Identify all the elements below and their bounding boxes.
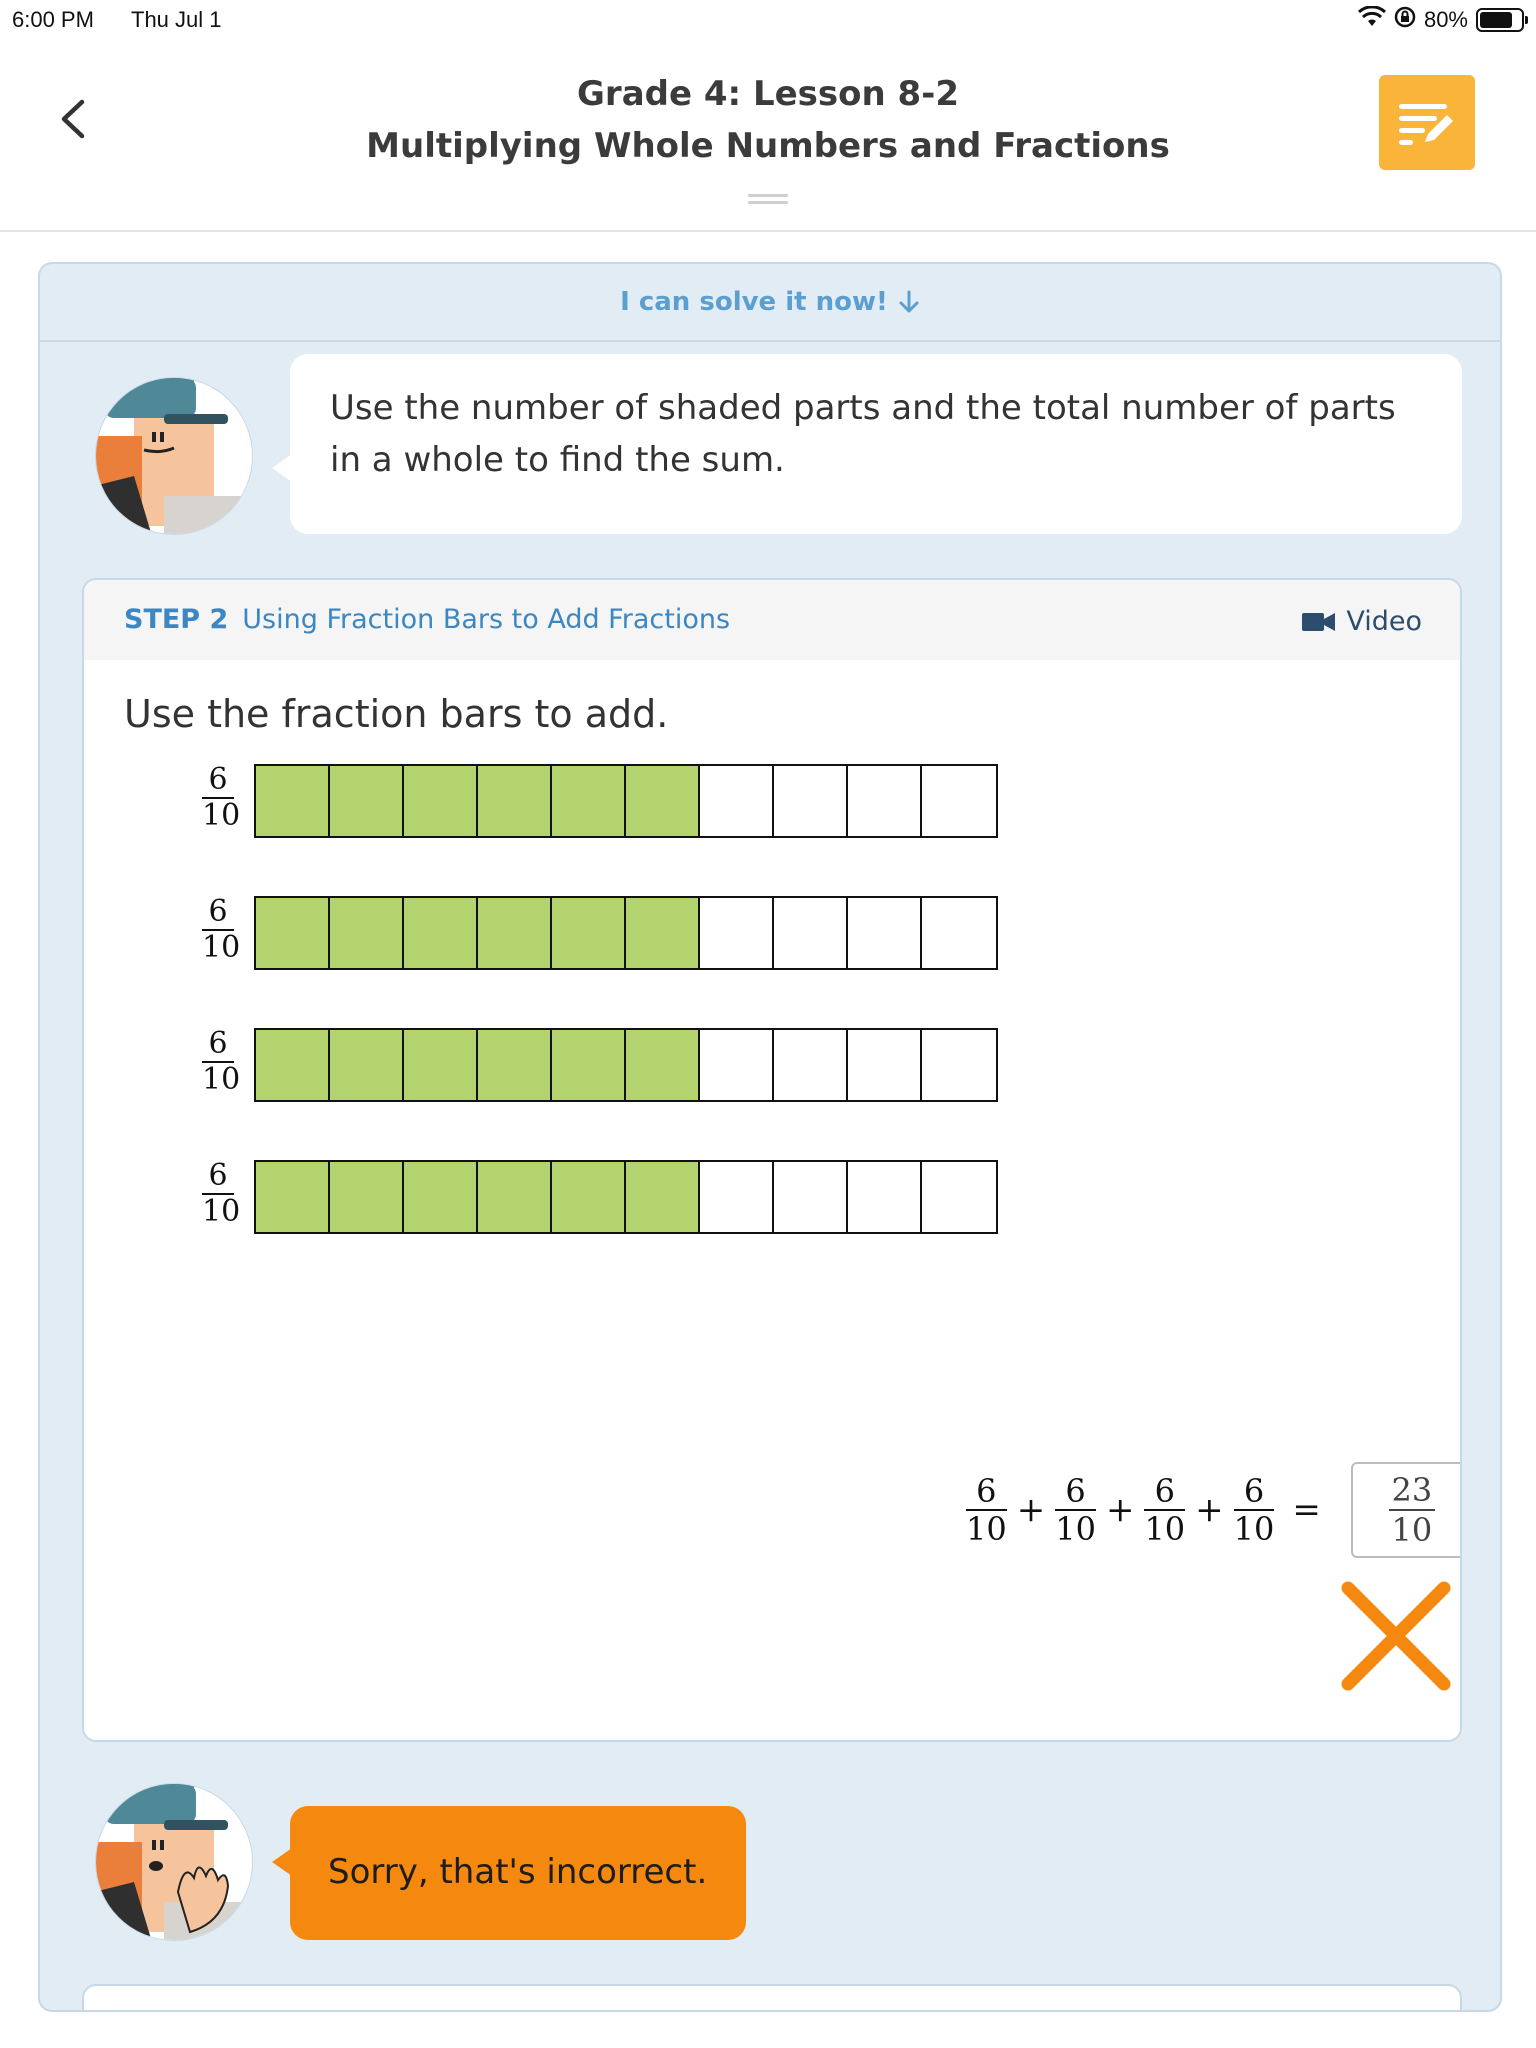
shaded-part bbox=[404, 1162, 478, 1232]
video-label: Video bbox=[1346, 606, 1422, 637]
feedback-text: Sorry, that's incorrect. bbox=[328, 1852, 708, 1892]
unshaded-part bbox=[922, 766, 996, 836]
shaded-part bbox=[330, 1162, 404, 1232]
hint-bubble bbox=[290, 354, 1462, 534]
unshaded-part bbox=[774, 1030, 848, 1100]
step-card bbox=[82, 578, 1462, 1742]
drag-handle[interactable] bbox=[748, 194, 788, 206]
instruction-text: Use the fraction bars to add. bbox=[124, 692, 669, 736]
shaded-part bbox=[552, 1030, 626, 1100]
feedback-bubble bbox=[290, 1806, 746, 1940]
shaded-part bbox=[626, 766, 700, 836]
fraction-bar bbox=[254, 1028, 998, 1102]
equation-numerator: 6 bbox=[966, 1473, 1007, 1511]
fraction-denominator: 10 bbox=[202, 798, 241, 833]
fraction-label bbox=[202, 762, 241, 833]
shaded-part bbox=[256, 766, 330, 836]
equation-denominator: 10 bbox=[1144, 1510, 1186, 1548]
fraction-numerator: 6 bbox=[202, 896, 234, 931]
fraction-numerator: 6 bbox=[202, 1160, 234, 1195]
shaded-part bbox=[330, 766, 404, 836]
shaded-part bbox=[478, 1030, 552, 1100]
practice-panel bbox=[38, 262, 1502, 2012]
shaded-part bbox=[478, 1162, 552, 1232]
fraction-bar-row bbox=[84, 896, 1084, 972]
notes-button[interactable] bbox=[1379, 75, 1475, 170]
unshaded-part bbox=[848, 898, 922, 968]
x-mark-icon bbox=[1338, 1578, 1454, 1694]
unshaded-part bbox=[700, 766, 774, 836]
equation-term bbox=[1144, 1473, 1185, 1547]
shaded-part bbox=[626, 898, 700, 968]
plus-sign: + bbox=[1016, 1490, 1046, 1530]
fraction-denominator: 10 bbox=[202, 1062, 241, 1097]
orientation-lock-icon bbox=[1394, 6, 1416, 34]
unshaded-part bbox=[700, 898, 774, 968]
shaded-part bbox=[330, 1030, 404, 1100]
fraction-numerator: 6 bbox=[202, 1028, 234, 1063]
wifi-icon bbox=[1358, 6, 1386, 34]
answer-input[interactable] bbox=[1351, 1462, 1462, 1558]
unshaded-part bbox=[774, 1162, 848, 1232]
lesson-header bbox=[0, 40, 1536, 232]
shaded-part bbox=[404, 766, 478, 836]
unshaded-part bbox=[922, 1162, 996, 1232]
fraction-bar bbox=[254, 764, 998, 838]
tutor-avatar bbox=[94, 376, 254, 536]
unshaded-part bbox=[848, 1162, 922, 1232]
answer-denominator: 10 bbox=[1391, 1511, 1433, 1549]
status-time: 6:00 PM bbox=[12, 7, 94, 32]
shaded-part bbox=[552, 1162, 626, 1232]
shaded-part bbox=[552, 766, 626, 836]
equation-term bbox=[1055, 1473, 1096, 1547]
fraction-label bbox=[202, 1158, 241, 1229]
fraction-bar bbox=[254, 896, 998, 970]
shaded-part bbox=[478, 766, 552, 836]
equation-term bbox=[1234, 1473, 1275, 1547]
equals-sign: = bbox=[1292, 1490, 1321, 1530]
fraction-denominator: 10 bbox=[202, 930, 241, 965]
fraction-numerator: 6 bbox=[202, 764, 234, 799]
step-number: STEP 2 bbox=[124, 604, 229, 635]
unshaded-part bbox=[922, 1030, 996, 1100]
unshaded-part bbox=[848, 1030, 922, 1100]
tutor-avatar-thinking bbox=[94, 1782, 254, 1942]
unshaded-part bbox=[774, 898, 848, 968]
shaded-part bbox=[330, 898, 404, 968]
hint-text: Use the number of shaded parts and the total number of parts in a whole to find the sum. bbox=[330, 388, 1396, 480]
unshaded-part bbox=[700, 1030, 774, 1100]
status-date: Thu Jul 1 bbox=[131, 7, 222, 32]
plus-sign: + bbox=[1105, 1490, 1135, 1530]
status-bar bbox=[0, 0, 1536, 40]
shaded-part bbox=[256, 1162, 330, 1232]
equation-numerator: 6 bbox=[1055, 1473, 1096, 1511]
solve-row bbox=[40, 264, 1500, 342]
status-right bbox=[1358, 6, 1524, 34]
unshaded-part bbox=[848, 766, 922, 836]
notes-edit-icon bbox=[1395, 98, 1459, 148]
arrow-down-icon bbox=[898, 290, 920, 314]
equation-numerator: 6 bbox=[1234, 1473, 1275, 1511]
fraction-bar bbox=[254, 1160, 998, 1234]
shaded-part bbox=[256, 898, 330, 968]
next-step-card bbox=[82, 1984, 1462, 2012]
step-name: Using Fraction Bars to Add Fractions bbox=[242, 604, 731, 635]
shaded-part bbox=[552, 898, 626, 968]
shaded-part bbox=[256, 1030, 330, 1100]
unshaded-part bbox=[922, 898, 996, 968]
shaded-part bbox=[478, 898, 552, 968]
equation-denominator: 10 bbox=[966, 1510, 1007, 1548]
shaded-part bbox=[404, 1030, 478, 1100]
equation-denominator: 10 bbox=[1233, 1510, 1275, 1548]
fraction-bar-row bbox=[84, 1160, 1084, 1236]
shaded-part bbox=[626, 1162, 700, 1232]
lesson-grade-title: Grade 4: Lesson 8-2 bbox=[577, 74, 959, 114]
unshaded-part bbox=[700, 1162, 774, 1232]
addition-equation bbox=[962, 1460, 1462, 1560]
fraction-bars bbox=[84, 580, 1460, 1740]
shaded-part bbox=[404, 898, 478, 968]
solve-now-link[interactable] bbox=[620, 287, 920, 317]
battery-icon bbox=[1476, 8, 1524, 32]
shaded-part bbox=[626, 1030, 700, 1100]
equation-term bbox=[966, 1473, 1007, 1547]
fraction-denominator: 10 bbox=[202, 1194, 241, 1229]
unshaded-part bbox=[774, 766, 848, 836]
equation-numerator: 6 bbox=[1144, 1473, 1185, 1511]
fraction-label bbox=[202, 1026, 241, 1097]
answer-numerator: 23 bbox=[1389, 1471, 1435, 1511]
fraction-bar-row bbox=[84, 1028, 1084, 1104]
solve-now-label: I can solve it now! bbox=[620, 287, 888, 317]
equation-denominator: 10 bbox=[1055, 1510, 1096, 1548]
battery-percent: 80% bbox=[1423, 7, 1468, 32]
fraction-bar-row bbox=[84, 764, 1084, 840]
plus-sign: + bbox=[1195, 1490, 1224, 1530]
lesson-title: Multiplying Whole Numbers and Fractions bbox=[366, 126, 1170, 166]
fraction-label bbox=[202, 894, 241, 965]
